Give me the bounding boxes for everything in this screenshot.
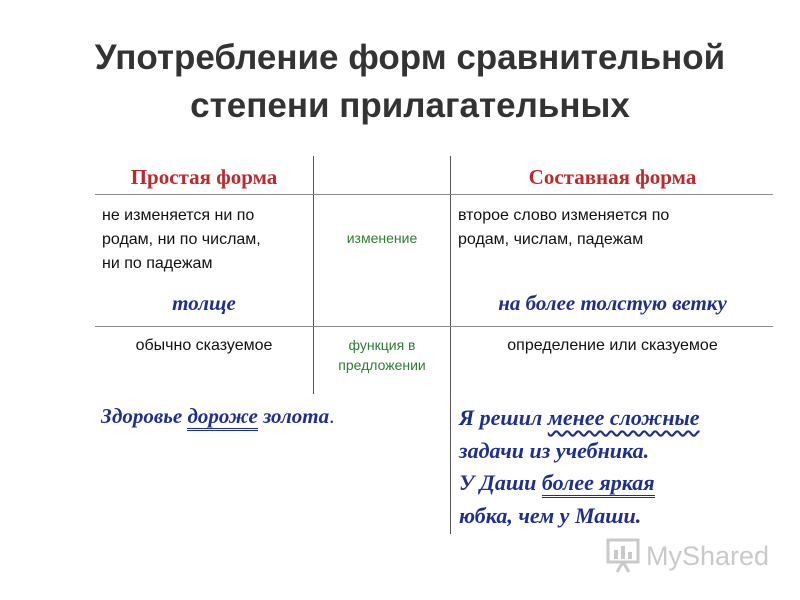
text-line: второе слово изменяется по [458,207,670,224]
sentence-period: . [329,404,335,428]
simple-form-example: толще [172,291,236,315]
criterion-function [314,335,450,375]
sentence-line [459,466,655,499]
sentence-text: Я решил [459,405,548,430]
page-title [60,34,760,130]
sentence-text: задачи [459,438,530,463]
sentence-text: золота [257,404,330,428]
table-divider-right [450,156,451,534]
sentence-period: . [635,503,642,528]
watermark-logo [606,536,769,576]
title-line-2: степени прилагательных [190,86,630,125]
predicate-underline: дороже [187,404,257,431]
text-line: родам, числам, падежам [458,231,644,248]
sentence-text: Здоровье [101,404,188,428]
sentence-line [459,401,700,434]
predicate-underline: более яркая [542,470,655,498]
watermark-text: MyShared [646,540,770,571]
text-line: родам, ни по числам, [102,231,261,248]
row-rule [95,326,773,327]
header-rule [95,194,773,195]
compound-form-sentence-1 [459,401,700,467]
header-compound-form: Составная форма [528,165,697,189]
sentence-text: из учебника [529,438,644,463]
text-line: предложении [338,357,426,373]
simple-form-sentence [101,404,334,429]
title-line-1: Употребление форм сравнительной [94,38,726,77]
compound-form-example: на более толстую ветку [498,291,727,315]
sentence-period: . [643,438,650,463]
criterion-change: изменение [346,230,418,246]
compound-form-sentence-2 [459,466,655,532]
presentation-icon [606,538,640,574]
text-line: функция в [348,337,416,353]
text-line: ни по падежам [102,255,213,272]
compound-form-change-text [458,204,770,252]
simple-form-change-text [102,204,312,276]
sentence-text: У Даши [459,470,542,495]
sentence-text: юбка, чем у Маши [459,503,636,528]
sentence-line [459,434,700,467]
simple-form-function: обычно сказуемое [135,337,273,354]
header-simple-form: Простая форма [130,165,278,189]
text-line: не изменяется ни по [102,207,255,224]
sentence-line [459,499,655,532]
attribute-wavy-underline: менее сложные [547,405,700,430]
compound-form-function: определение или сказуемое [507,337,718,354]
